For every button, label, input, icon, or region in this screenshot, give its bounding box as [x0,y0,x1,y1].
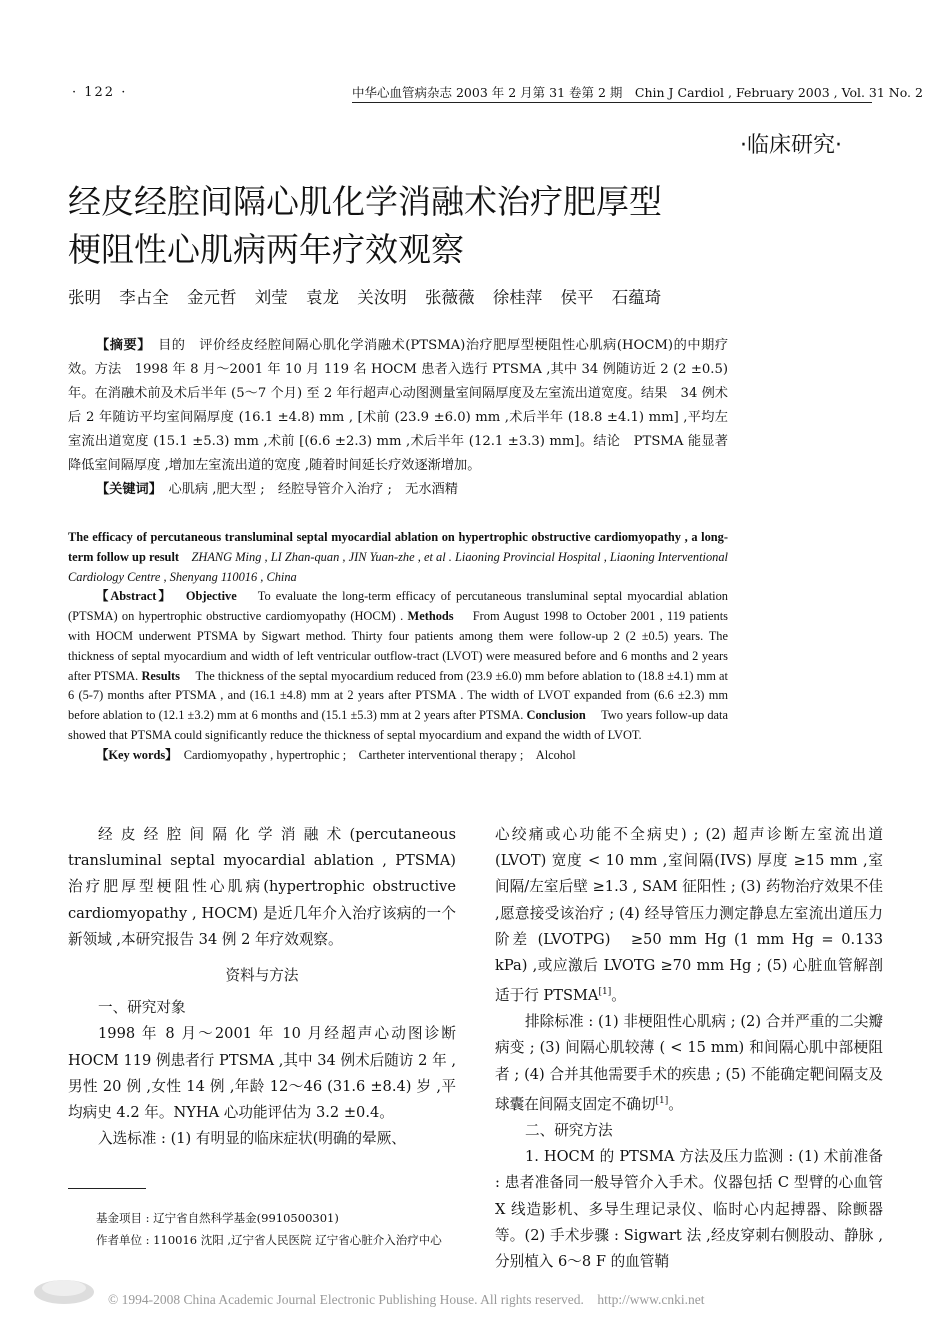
author: 金元哲 [187,288,237,307]
footnote-divider [68,1188,146,1189]
en-abstract-label: 【Abstract】 [96,589,167,604]
author: 关汝明 [357,288,407,307]
journal-running-header: 中华心血管病杂志 2003 年 2 月第 31 卷第 2 期 Chin J Cardiol , February 2003 , Vol. 31 No. 2 [352,83,872,103]
title-line-2: 梗阻性心肌病两年疗效观察 [68,230,464,269]
english-abstract [68,528,728,766]
author-list [68,284,674,308]
funding-note: 基金项目 : 辽宁省自然科学基金(9910500301) [96,1211,339,1225]
results-text: The thickness of the septal myocardium reduced from (23.9 ±6.0) mm before ablation to (18.8 ±4.1) mm at 6 (5-7) months after PTSMA , and (16.1 ±4.8) mm at 2 years after PTSMA . The width of LVOT expanded from (6.6 ±2.3) mm before ablation to (12.1 ±3.2) mm at 6 months and (15.1 ±5.3) mm at 2 years after PTSMA. [68,668,728,723]
inclusion-criteria-cont: 心绞痛或心功能不全病史) ; (2) 超声诊断左室流出道(LVOT) 宽度 < 10 mm ,室间隔(IVS) 厚度 ≥15 mm ,室间隔/左室后壁 ≥1.3 , SAM 征阳性 ; (3) 药物治疗效果不佳 ,愿意接受该治疗 ; (4) 经导管压力测定静息左室流出道压力阶差 (LVOTPG) ≥50 mm Hg (1 mm Hg = 0.133 kPa) ,或应激后 LVOTG ≥70 mm Hg ; (5) 心脏血管解剖适于行 PTSMA[1]。 [495,826,883,1005]
body-column-left [68,822,456,1152]
exclusion-criteria: 排除标准 : (1) 非梗阻性心肌病 ; (2) 合并严重的二尖瓣病变 ; (3) 间隔心肌较薄 ( < 15 mm) 和间隔心肌中部梗阻者 ; (4) 合并其他需要手术的疾患 ; (5) 不能确定靶间隔支及球囊在间隔支固定不确切[1]。 [495,1013,883,1113]
english-title: The efficacy of percutaneous transluminal septal myocardial ablation on hypertrophic obstructive cardiomyopathy , a long-term follow up result [68,530,728,564]
copyright-footer: © 1994-2008 China Academic Journal Electronic Publishing House. All rights reserved. http://www.cnki.net [108,1292,705,1307]
author: 张明 [68,288,101,307]
cnki-logo-icon [30,1272,98,1308]
methods-text: From August 1998 to October 2001 , 119 patients with HOCM underwent PTSMA by Sigwart method. Thirty four patients among them were follow-up 2 (2 ±0.5) years. The thickness of septal myocardium and width of left ventricular outflow-tract (LVOT) were measured before and 6 months and 2 years after PTSMA. [68,609,728,683]
author: 袁龙 [306,288,339,307]
author: 李占全 [119,288,169,307]
affiliation-note: 作者单位 : 110016 沈阳 ,辽宁省人民医院 辽宁省心脏介入治疗中心 [96,1233,442,1247]
author: 张薇薇 [425,288,475,307]
article-title [68,178,788,274]
inclusion-criteria-start: 入选标准 : (1) 有明显的临床症状(明确的晕厥、 [98,1130,406,1148]
keywords-label: 【关键词】 [96,482,156,497]
objective-label: Objective [185,589,237,604]
body-column-right [495,822,883,1275]
author: 侯平 [560,288,594,307]
abstract-label: 【摘要】 [96,338,145,353]
methods-heading: 资料与方法 [225,967,299,985]
methods-label: Methods [407,609,454,624]
conclusion-text: Two years follow-up data showed that PTSMA could significantly reduce the thickness of septal myocardium and expand the width of LVOT. [68,708,728,742]
subheading-methods: 二、研究方法 [525,1121,613,1139]
page-number: · 122 · [72,85,128,100]
footnotes [68,1208,460,1252]
author: 徐桂萍 [492,288,543,307]
conclusion-label: Conclusion [526,708,586,723]
title-line-1: 经皮经腔间隔心肌化学消融术治疗肥厚型 [68,182,662,221]
objective-text: To evaluate the long-term efficacy of percutaneous transluminal septal myocardial ablation (PTSMA) on hypertrophic obstructive cardiomyopathy (HOCM) . [68,589,728,624]
subjects-paragraph: 1998 年 8 月～2001 年 10 月经超声心动图诊断 HOCM 119 例患者行 PTSMA ,其中 34 例术后随访 2 年 ,男性 20 例 ,女性 14 例 ,年龄 12～46 (31.6 ±8.4) 岁 ,平均病史 4.2 年。NYHA 心功能评估为 3.2 ±0.4。 [68,1025,456,1122]
keywords-text: 心肌病 ,肥大型 ; 经腔导管介入治疗 ; 无水酒精 [168,482,458,497]
author: 刘莹 [254,288,288,307]
en-keywords-text: Cardiomyopathy , hypertrophic ; Cartheter interventional therapy ; Alcohol [183,747,576,762]
abstract-text: 目的 评价经皮经腔间隔心肌化学消融术(PTSMA)治疗肥厚型梗阻性心肌病(HOCM)的中期疗效。方法 1998 年 8 月～2001 年 10 月 119 名 HOCM 患者入选行 PTSMA ,其中 34 例随访近 2 (2 ±0.5) 年。在消融术前及术后半年 (5～7 个月) 至 2 年行超声心动图测量室间隔厚度及左室流出道宽度。结果 34 例术后 2 年随访平均室间隔厚度 (16.1 ±4.8) mm , [术前 (23.9 ±6.0) mm ,术后半年 (18.8 ±4.1) mm] ,平均左室流出道宽度 (15.1 ±5.3) mm ,术前 [(6.6 ±2.3) mm ,术后半年 (12.1 ±3.3) mm]。结论 PTSMA 能显著降低室间隔厚度 ,增加左室流出道的宽度 ,随着时间延长疗效逐渐增加。 [68,338,729,473]
english-authors: ZHANG Ming , LI Zhan-quan , JIN Yuan-zhe , et al . Liaoning Provincial Hospital , Liaoning Interventional Cardiology Centre , Shenyang 110016 , China [68,549,728,584]
chinese-abstract [68,334,728,502]
subheading-subjects: 一、研究对象 [98,999,186,1017]
citation-ref: [1] [655,1095,669,1106]
intro-paragraph: 经皮经腔间隔化学消融术(percutaneous transluminal septal myocardial ablation , PTSMA) 治疗肥厚型梗阻性心肌病(hypertrophic obstructive cardiomyopathy , HOCM) 是近几年介入治疗该病的一个新领域 ,本研究报告 34 例 2 年疗效观察。 [68,826,456,948]
procedure-paragraph: 1. HOCM 的 PTSMA 方法及压力监测 : (1) 术前准备 : 患者准备同一般导管介入手术。仪器包括 C 型臂的心血管 X 线造影机、多导生理记录仪、临时心内起搏器、除颤器等。(2) 手术步骤 : Sigwart 法 ,经皮穿刺右侧股动、静脉 ,分别植入 6～8 F 的血管鞘 [495,1148,883,1270]
results-label: Results [141,668,181,683]
section-tag: ·临床研究· [740,133,842,158]
author: 石蕴琦 [611,288,662,307]
en-keywords-label: 【Key words】 [96,747,172,762]
citation-ref: [1] [598,987,612,998]
